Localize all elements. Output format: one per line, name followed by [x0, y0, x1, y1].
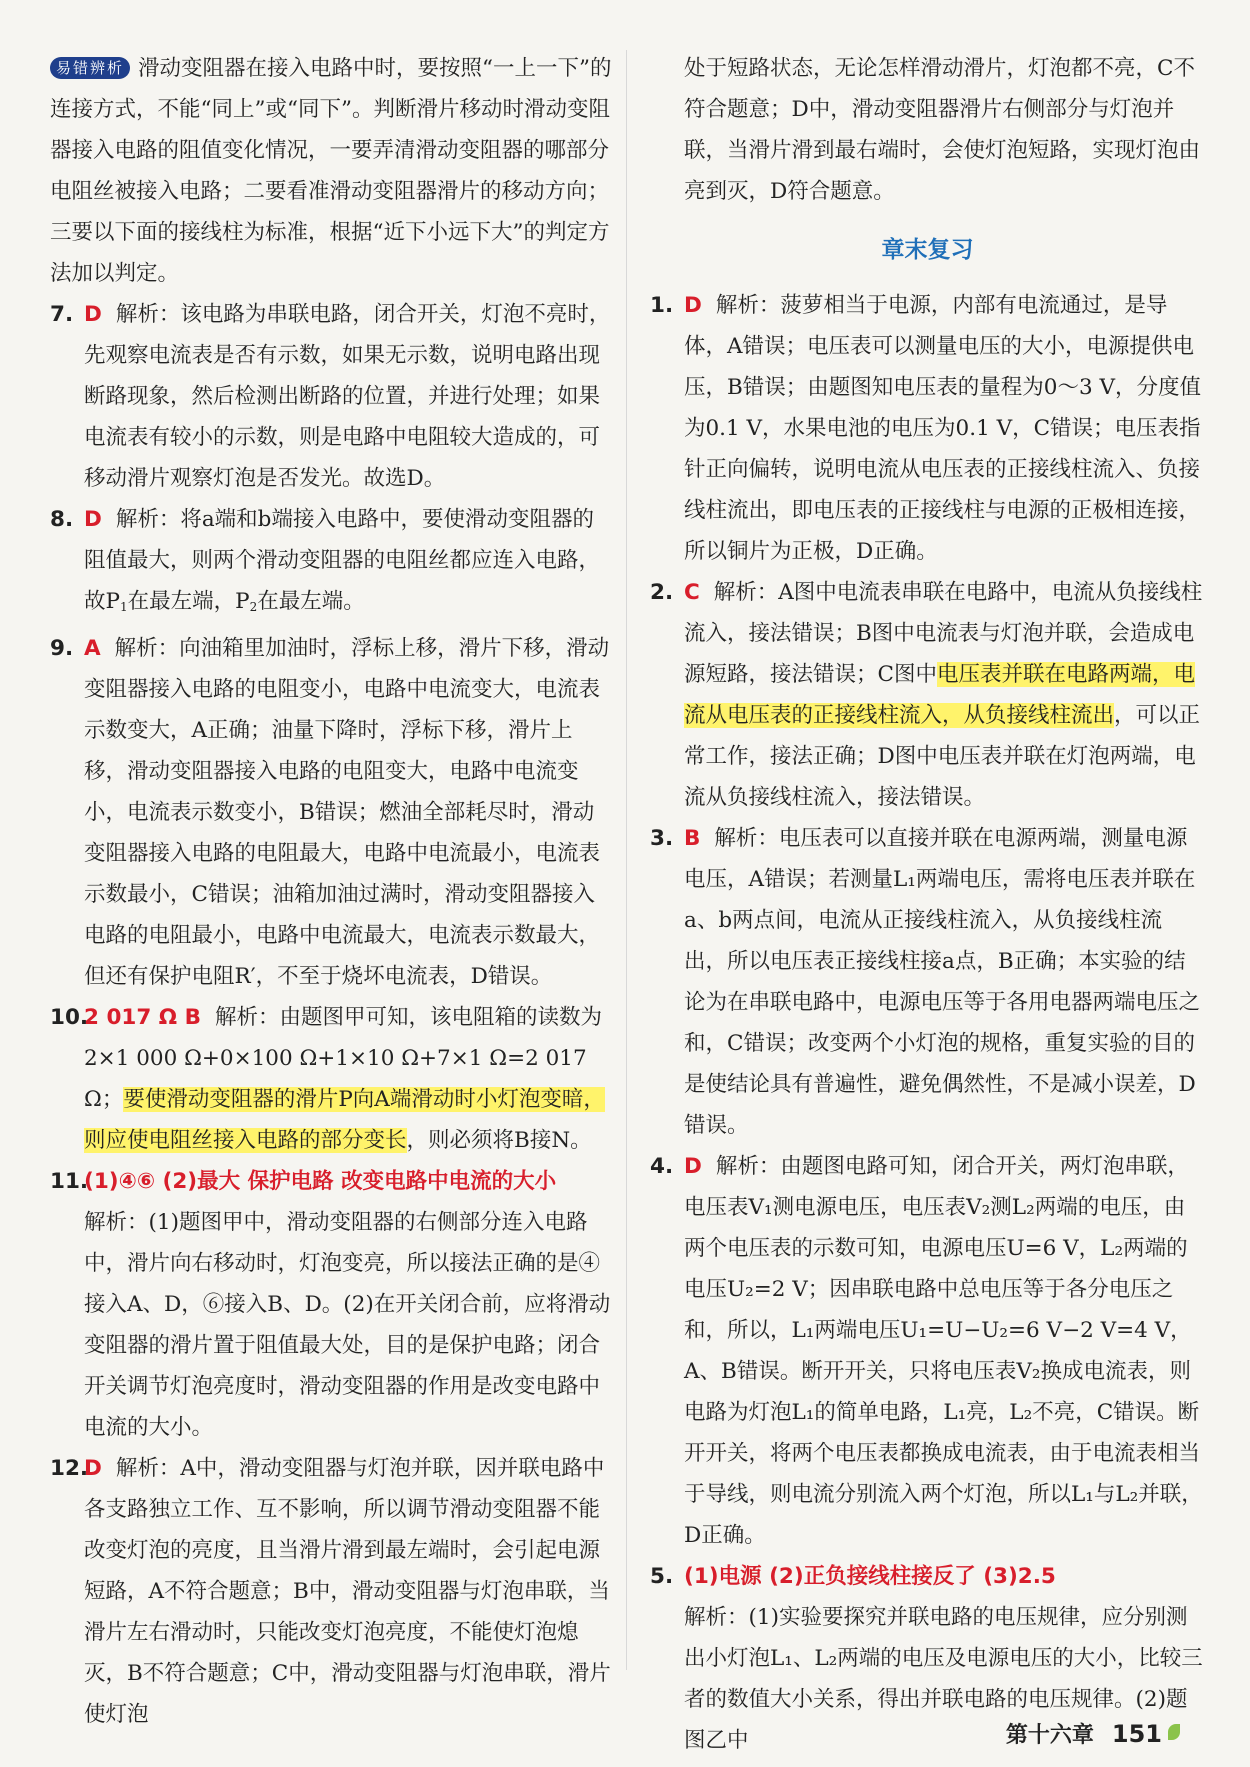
item-explanation: 解析：菠萝相当于电源，内部有电流通过，是导体，A错误；电压表可以测量电压的大小，电源提供电压，B错误；由题图知电压表的量程为0～3 V，分度值为0.1 V，水果电池的电压为0.1 V，C错误；电压表指针正向偏转，说明电流从电压表的正接线柱流入、负接线柱流出，即电压表的正接线柱与电源的正极相连接，所以铜片为正极，D正确。: [684, 293, 1202, 564]
item-explanation: 解析：将a端和b端接入电路中，要使滑动变阻器的阻值最大，则两个滑动变阻器的电阻丝都应连入电路，故P: [84, 507, 601, 614]
item-answer: C: [684, 580, 700, 605]
answer-item-8: [50, 499, 615, 628]
item-answer: D: [84, 1456, 102, 1481]
item-answer: D: [684, 293, 702, 318]
subscript: 1: [119, 600, 128, 614]
review-item-3: [650, 818, 1205, 1146]
item-number: 12.: [50, 1456, 89, 1481]
leaf-icon: [1168, 1724, 1180, 1740]
item-explanation-end: ，则必须将B接N。: [406, 1128, 592, 1153]
item-number: 8.: [50, 507, 74, 532]
item-explanation: 解析：向油箱里加油时，浮标上移，滑片下移，滑动变阻器接入电路的电阻变小，电路中电流变大，电流表示数变大，A正确；油量下降时，浮标下移，滑片上移，滑动变阻器接入电路的电阻变大，电路中电流变小，电流表示数变小，B错误；燃油全部耗尽时，滑动变阻器接入电路的电阻最大，电路中电流最小，电流表示数最小，C错误；油箱加油过满时，滑动变阻器接入电路的电阻最小，电路中电流最大，电流表示数最大，但还有保护电阻R′，不至于烧坏电流表，D错误。: [84, 636, 610, 989]
answer-item-7: [50, 294, 615, 499]
answer-item-11: [50, 1161, 615, 1448]
item-number: 1.: [650, 293, 674, 318]
chapter-label: 第十六章: [1005, 1723, 1094, 1748]
item-answer: (1)④⑥ (2)最大 保护电路 改变电路中电流的大小: [84, 1169, 557, 1194]
item-explanation-end: ，可以正常工作，接法正确；D图中电压表并联在灯泡两端，电流从负接线柱流入，接法错误。: [684, 703, 1201, 810]
item-explanation: 解析：由题图电路可知，闭合开关，两灯泡串联，电压表V₁测电源电压，电压表V₂测L₂两端的电压，由两个电压表的示数可知，电源电压U=6 V，L₂两端的电压U₂=2 V；因串联电路中总电压等于各分电压之和，所以，L₁两端电压U₁=U−U₂=6 V−2 V=4 V，A、B错误。断开开关，只将电压表V₂换成电流表，则电路为灯泡L₁的简单电路，L₁亮，L₂不亮，C错误。断开开关，将两个电压表都换成电流表，由于电流表相当于导线，则电流分别流入两个灯泡，所以L₁与L₂并联，D正确。: [684, 1154, 1203, 1548]
item-number: 4.: [650, 1154, 674, 1179]
answer-item-12: [50, 1448, 615, 1735]
highlighted-text: 要使滑动变阻器的滑片P向A端滑动时小灯泡变暗，则应使电阻丝接入电路的部分变长: [84, 1087, 605, 1153]
subscript: 2: [249, 600, 258, 614]
item-explanation: 解析：(1)实验要探究并联电路的电压规律，应分别测出小灯泡L₁、L₂两端的电压及电源电压的大小，比较三者的数值大小关系，得出并联电路的电压规律。(2)题图乙中: [684, 1605, 1203, 1753]
answer-item-9: [50, 628, 615, 997]
item-number: 7.: [50, 302, 74, 327]
item-answer: 2 017 Ω B: [84, 1005, 201, 1030]
note-text: 滑动变阻器在接入电路中时，要按照“一上一下”的连接方式，不能“同上”或“同下”。判断滑片移动时滑动变阻器接入电路的阻值变化情况，一要弄清滑动变阻器的哪部分电阻丝被接入电路；二要看准滑动变阻器滑片的移动方向；三要以下面的接线柱为标准，根据“近下小远下大”的判定方法加以判定。: [50, 56, 612, 286]
item-explanation: 解析：电压表可以直接并联在电源两端，测量电源电压，A错误；若测量L₁两端电压，需将电压表并联在a、b两点间，电流从正接线柱流入，从负接线柱流出，所以电压表正接线柱接a点，B正确；本实验的结论为在串联电路中，电源电压等于各用电器两端电压之和，C错误；改变两个小灯泡的规格，重复实验的目的是使结论具有普遍性，避免偶然性，不是减小误差，D错误。: [684, 826, 1201, 1138]
item-number: 11.: [50, 1169, 89, 1194]
page-number: 151: [1111, 1720, 1162, 1748]
item-explanation-end: 在最左端。: [257, 589, 365, 614]
item-number: 3.: [650, 826, 674, 851]
item-number: 9.: [50, 636, 74, 661]
item-explanation: 解析：该电路为串联电路，闭合开关，灯泡不亮时，先观察电流表是否有示数，如果无示数，说明电路出现断路现象，然后检测出断路的位置，并进行处理；如果电流表有较小的示数，则是电路中电阻较大造成的，可移动滑片观察灯泡是否发光。故选D。: [84, 302, 611, 491]
item-number: 5.: [650, 1564, 674, 1589]
item-answer: D: [84, 507, 102, 532]
error-analysis-tag: 易错辨析: [50, 57, 130, 79]
left-column: [50, 48, 615, 1735]
item-explanation: 解析：A图中电流表串联在电路中，电流从负接线柱流入，接法错误；B图中电流表与灯泡并联，会造成电源短路，接法错误；C图中: [684, 580, 1203, 687]
item-explanation: 解析：由题图甲可知，该电阻箱的读数为2×1 000 Ω+0×100 Ω+1×10 Ω+7×1 Ω=2 017 Ω；: [84, 1005, 602, 1112]
item-number: 10.: [50, 1005, 89, 1030]
item-answer: (1)电源 (2)正负接线柱接反了 (3)2.5: [684, 1564, 1056, 1589]
item-explanation-cont: 在最左端，P: [127, 589, 250, 614]
review-item-1: [650, 285, 1205, 572]
item-explanation: 解析：(1)题图甲中，滑动变阻器的右侧部分连入电路中，滑片向右移动时，灯泡变亮，所以接法正确的是④接入A、D，⑥接入B、D。(2)在开关闭合前，应将滑动变阻器的滑片置于阻值最大处，目的是保护电路；闭合开关调节灯泡亮度时，滑动变阻器的作用是改变电路中电流的大小。: [84, 1210, 611, 1440]
review-item-2: [650, 572, 1205, 818]
right-column: [650, 48, 1205, 1761]
highlighted-text: 电压表并联在电路两端，电流从电压表的正接线柱流入，从负接线柱流出: [684, 662, 1195, 728]
item-answer: D: [84, 302, 102, 327]
error-analysis-note: [50, 48, 615, 294]
column-divider: [626, 50, 627, 1670]
item-answer: A: [84, 636, 101, 661]
review-item-4: [650, 1146, 1205, 1556]
page-footer: [1006, 1718, 1180, 1749]
item-answer: D: [684, 1154, 702, 1179]
continued-text: 处于短路状态，无论怎样滑动滑片，灯泡都不亮，C不符合题意；D中，滑动变阻器滑片右侧部分与灯泡并联，当滑片滑到最右端时，会使灯泡短路，实现灯泡由亮到灭，D符合题意。: [684, 56, 1201, 204]
item-answer: B: [684, 826, 701, 851]
section-title: 章末复习: [881, 237, 974, 263]
item-number: 2.: [650, 580, 674, 605]
answer-item-10: [50, 997, 615, 1161]
item-explanation: 解析：A中，滑动变阻器与灯泡并联，因并联电路中各支路独立工作、互不影响，所以调节滑动变阻器不能改变灯泡的亮度，且当滑片滑到最左端时，会引起电源短路，A不符合题意；B中，滑动变阻器与灯泡串联，当滑片左右滑动时，只能改变灯泡亮度，不能使灯泡熄灭，B不符合题意；C中，滑动变阻器与灯泡串联，滑片使灯泡: [84, 1456, 611, 1727]
